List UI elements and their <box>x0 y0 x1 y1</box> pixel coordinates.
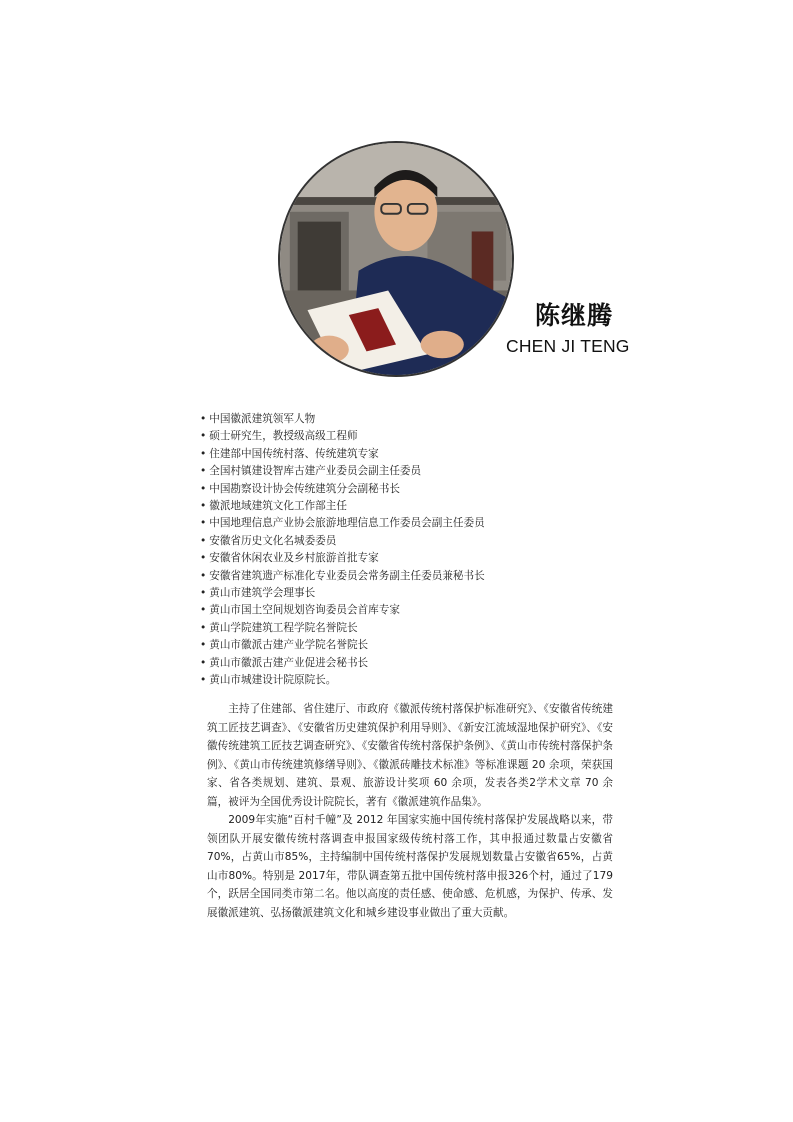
list-item: • 中国地理信息产业协会旅游地理信息工作委员会副主任委员 <box>200 515 485 532</box>
bio-paragraph-2: 2009年实施“百村千幢”及 2012 年国家实施中国传统村落保护发展战略以来，带领团队开展安徽传统村落调查申报国家级传统村落工作，其申报通过数量占安徽省70%，占黄山市85%，主持编制中国传统村落保护发展规划数量占安徽省65%，占黄山市80%。特别是 2017年，带队调查第五批中国传统村落申报326个村，通过了179个，跃居全国同类市第二名。他以高度的责任感、使命感、危机感，为保护、传承、发展徽派建筑、弘扬徽派建筑文化和城乡建设事业做出了重大贡献。 <box>207 814 613 919</box>
list-item: • 黄山市徽派古建产业促进会秘书长 <box>200 655 485 672</box>
list-item: • 黄山市徽派古建产业学院名誉院长 <box>200 637 485 654</box>
list-item: • 徽派地域建筑文化工作部主任 <box>200 498 485 515</box>
list-item: • 全国村镇建设智库古建产业委员会副主任委员 <box>200 463 485 480</box>
list-item: • 硕士研究生，教授级高级工程师 <box>200 428 485 445</box>
list-item: • 黄山市城建设计院原院长。 <box>200 672 485 689</box>
biography <box>207 700 613 922</box>
list-item: • 安徽省建筑遗产标准化专业委员会常务副主任委员兼秘书长 <box>200 568 485 585</box>
list-item: • 黄山学院建筑工程学院名誉院长 <box>200 620 485 637</box>
list-item: • 黄山市国土空间规划咨询委员会首库专家 <box>200 602 485 619</box>
person-name-chinese: 陈继腾 <box>535 301 614 330</box>
portrait-photo <box>278 141 514 377</box>
person-name-english: CHEN JI TENG <box>506 336 630 356</box>
roles-list <box>200 411 485 690</box>
list-item: • 中国徽派建筑领军人物 <box>200 411 485 428</box>
list-item: • 黄山市建筑学会理事长 <box>200 585 485 602</box>
list-item: • 安徽省休闲农业及乡村旅游首批专家 <box>200 550 485 567</box>
list-item: • 安徽省历史文化名城委委员 <box>200 533 485 550</box>
bio-paragraph-1: 主持了住建部、省住建厅、市政府《徽派传统村落保护标准研究》、《安徽省传统建筑工匠技艺调查》、《安徽省历史建筑保护利用导则》、《新安江流域湿地保护研究》、《安徽传统建筑工匠技艺调查研究》、《安徽省传统村落保护条例》、《黄山市传统村落保护条例》、《黄山市传统建筑修缮导则》、《徽派砖雕技术标准》等标准课题 20 余项，荣获国家、省各类规划、建筑、景观、旅游设计奖项 60 余项，发表各类2学术文章 70 余篇，被评为全国优秀设计院院长，著有《徽派建筑作品集》。 <box>207 703 613 808</box>
list-item: • 住建部中国传统村落、传统建筑专家 <box>200 446 485 463</box>
portrait-illustration <box>280 143 512 375</box>
list-item: • 中国勘察设计协会传统建筑分会副秘书长 <box>200 481 485 498</box>
